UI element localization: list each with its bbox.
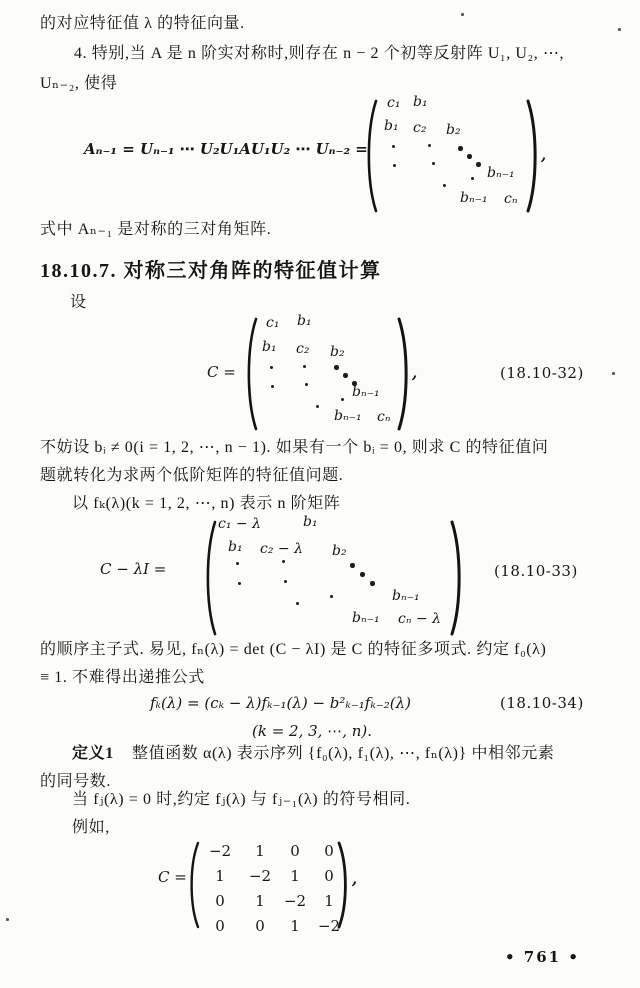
diagonal-dot [334,365,339,370]
matrix-cell: 1 [215,867,225,885]
diagonal-dot [238,582,241,585]
lead-she: 设 [70,294,87,311]
equation-c-lhs: C = [207,363,236,381]
definition-line1: 整值函数 α(λ) 表示序列 {f₀(λ), f₁(λ), ⋯, fₙ(λ)} 中相邻元素 [132,745,555,762]
matrix-cell: c₂ [413,120,427,136]
diagonal-dot [271,385,274,388]
matrix-cell: 0 [324,867,334,885]
equation-comma: , [541,146,547,164]
matrix-cell: −2 [317,917,341,935]
matrix-cell: bₙ₋₁ [334,408,362,424]
diagonal-dot [316,405,319,408]
item4-line2: Uₙ₋₂, 使得 [40,75,118,92]
scan-speck [461,13,464,16]
equation-clambda-lhs: C − λI = [100,560,167,578]
matrix-cell: cₙ − λ [398,611,442,627]
paragraph-eigenvector-line: 的对应特征值 λ 的特征向量. [40,15,245,32]
matrix-cell: 0 [290,842,300,860]
equation-transform-lhs: Aₙ₋₁ = Uₙ₋₁ ⋯ U₂U₁AU₁U₂ ⋯ Uₙ₋₂ = [84,140,368,158]
diagonal-dot [428,144,431,147]
right-parenthesis [336,841,351,929]
equation-tag-18-10-32: (18.10-32) [500,364,584,382]
recurrence-formula: fₖ(λ) = (cₖ − λ)fₖ₋₁(λ) − b²ₖ₋₁fₖ₋₂(λ) [150,694,411,712]
example-label: 例如, [72,819,110,836]
diagonal-dot [392,145,395,148]
sign-convention-line: 当 fⱼ(λ) = 0 时,约定 fⱼ(λ) 与 fⱼ₋₁(λ) 的符号相同. [72,791,411,808]
scan-speck [618,28,621,31]
matrix-cell: b₁ [413,94,428,110]
diagonal-dot [284,580,287,583]
right-parenthesis [449,520,465,636]
matrix-cell: b₁ [384,118,399,134]
recurrence-condition: (k = 2, 3, ⋯, n). [252,722,373,740]
diagonal-dot [360,572,365,577]
matrix-cell: bₙ₋₁ [460,190,488,206]
diagonal-dot [467,154,472,159]
diagonal-dot [296,602,299,605]
page-number: • 761 • [505,948,580,966]
matrix-cell: b₁ [228,539,243,555]
matrix-cell: 1 [324,892,334,910]
matrix-cell: 1 [255,892,265,910]
matrix-cell: 0 [215,892,225,910]
diagonal-dot [303,365,306,368]
right-parenthesis [396,317,412,431]
matrix-cell: c₁ [266,315,280,331]
diagonal-dot [341,398,344,401]
matrix-cell: −2 [208,842,232,860]
matrix-cell: 0 [215,917,225,935]
paragraph-fk-intro: 以 fₖ(λ)(k = 1, 2, ⋯, n) 表示 n 阶矩阵 [72,495,341,512]
diagonal-dot [476,162,481,167]
matrix-cell: bₙ₋₁ [352,610,380,626]
matrix-cell: c₁ − λ [218,516,261,532]
matrix-cell: b₁ [303,514,318,530]
diagonal-dot [393,164,396,167]
diagonal-dot [370,581,375,586]
left-parenthesis [202,520,218,636]
matrix-cell: 0 [255,917,265,935]
example-matrix-grid [199,839,347,939]
diagonal-dot [432,162,435,165]
matrix-cell: −2 [283,892,307,910]
matrix-cell: 1 [290,917,300,935]
diagonal-dot [350,563,355,568]
matrix-cell: b₂ [332,543,347,559]
matrix-cell: b₁ [262,339,277,355]
matrix-cell: c₁ [387,95,401,111]
paragraph-minors-line2: ≡ 1. 不难得出递推公式 [40,669,205,686]
paragraph-bi-line1: 不妨设 bᵢ ≠ 0(i = 1, 2, ⋯, n − 1). 如果有一个 bᵢ = 0, 则求 C 的特征值问 [40,439,549,456]
paragraph-bi-line2: 题就转化为求两个低阶矩阵的特征值问题. [40,467,344,484]
matrix-cell: b₁ [297,313,312,329]
matrix-cell: −2 [248,867,272,885]
diagonal-dot [282,560,285,563]
diagonal-dot [330,595,333,598]
matrix-cell: bₙ₋₁ [352,384,380,400]
diagonal-dot [343,373,348,378]
diagonal-dot [305,383,308,386]
diagonal-dot [443,184,446,187]
scan-speck [612,372,615,375]
matrix-cell: 1 [290,867,300,885]
left-parenthesis [243,317,259,431]
diagonal-dot [236,562,239,565]
paragraph-minors-line1: 的顺序主子式. 易见, fₙ(λ) = det (C − λI) 是 C 的特征多项式. 约定 f₀(λ) [40,641,547,658]
item4-line1: 4. 特别,当 A 是 n 阶实对称时,则存在 n − 2 个初等反射阵 U₁, U₂, ⋯, [74,45,565,62]
matrix-cell: c₂ [296,341,310,357]
matrix-cell: cₙ [504,191,518,207]
equation-comma: , [352,870,358,888]
matrix-cell: b₂ [330,344,345,360]
note-tridiagonal: 式中 Aₙ₋₁ 是对称的三对角矩阵. [40,221,272,238]
left-parenthesis [363,99,379,213]
matrix-cell: bₙ₋₁ [392,588,420,604]
matrix-cell: 0 [324,842,334,860]
equation-comma: , [412,364,418,382]
example-lhs: C = [158,868,187,886]
matrix-cell: b₂ [446,122,461,138]
matrix-cell: bₙ₋₁ [487,165,515,181]
definition-line2: 的同号数. [40,773,112,790]
equation-tag-18-10-34: (18.10-34) [500,694,584,712]
section-heading: 18.10.7. 对称三对角阵的特征值计算 [40,260,382,282]
matrix-cell: cₙ [377,409,391,425]
diagonal-dot [458,146,463,151]
diagonal-dot [270,366,273,369]
scan-speck [6,918,9,921]
diagonal-dot [471,177,474,180]
definition-label: 定义1 [72,745,114,762]
matrix-cell: c₂ − λ [260,541,303,557]
equation-tag-18-10-33: (18.10-33) [494,562,578,580]
right-parenthesis [525,99,541,213]
matrix-cell: 1 [255,842,265,860]
